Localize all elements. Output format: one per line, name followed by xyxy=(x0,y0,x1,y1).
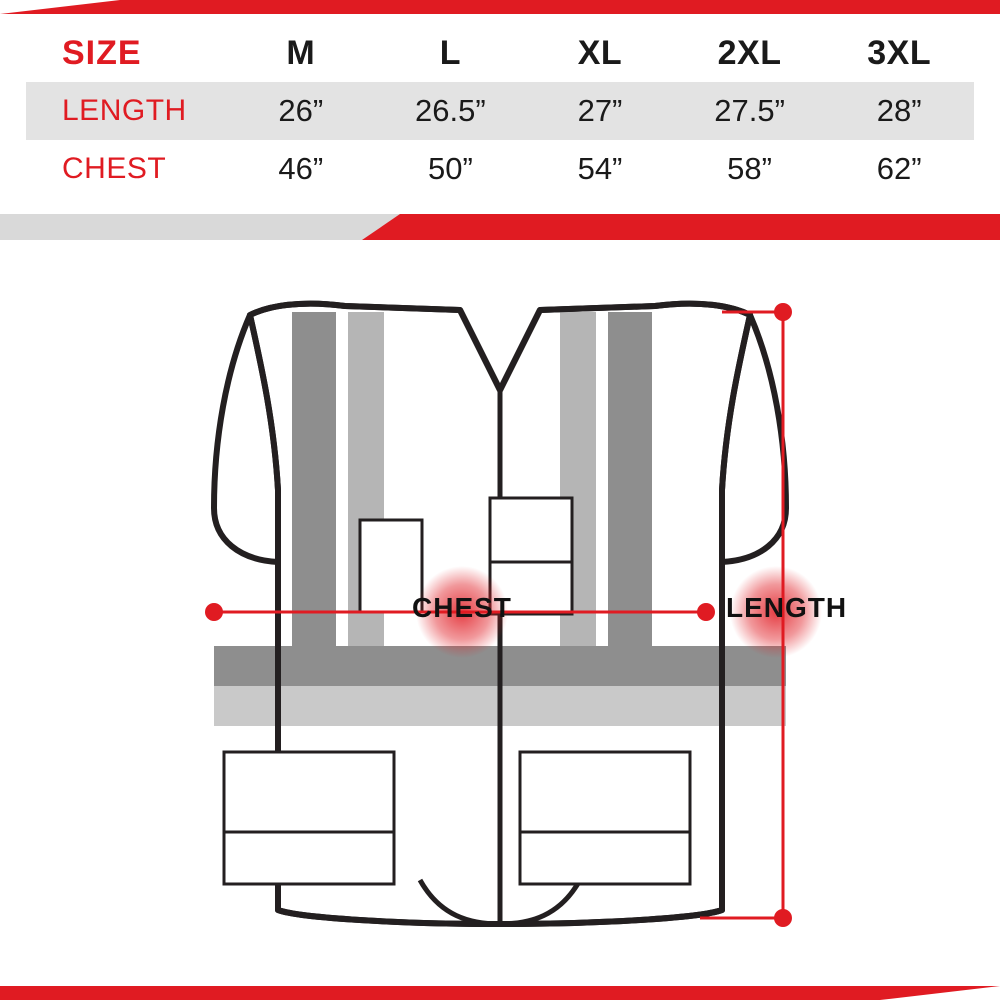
length-l: 26.5” xyxy=(376,82,526,140)
chest-2xl: 58” xyxy=(675,140,825,198)
top-accent-notch xyxy=(0,0,120,14)
top-accent-bar xyxy=(0,0,1000,14)
bottom-accent-notch xyxy=(880,986,1000,1000)
ribbon-red-segment xyxy=(400,214,1000,240)
length-2xl: 27.5” xyxy=(675,82,825,140)
length-m: 26” xyxy=(226,82,376,140)
table-header-row xyxy=(26,24,974,82)
divider-ribbon xyxy=(0,214,1000,240)
length-3xl: 28” xyxy=(824,82,974,140)
header-3xl: 3XL xyxy=(824,24,974,82)
row-label-chest: CHEST xyxy=(26,140,226,198)
header-m: M xyxy=(226,24,376,82)
row-label-length: LENGTH xyxy=(26,82,226,140)
table-row xyxy=(26,82,974,140)
length-xl: 27” xyxy=(525,82,675,140)
size-table-container xyxy=(26,24,974,198)
chest-measurement-label: CHEST xyxy=(412,592,512,623)
header-l: L xyxy=(376,24,526,82)
table-row xyxy=(26,140,974,198)
chest-l: 50” xyxy=(376,140,526,198)
header-size: SIZE xyxy=(26,24,226,82)
chest-3xl: 62” xyxy=(824,140,974,198)
bottom-accent-bar xyxy=(0,986,1000,1000)
chest-m: 46” xyxy=(226,140,376,198)
ribbon-red-head xyxy=(362,214,400,240)
vest-diagram xyxy=(0,240,1000,986)
header-xl: XL xyxy=(525,24,675,82)
length-measurement-label: LENGTH xyxy=(726,592,848,623)
header-2xl: 2XL xyxy=(675,24,825,82)
chest-xl: 54” xyxy=(525,140,675,198)
ribbon-grey-segment xyxy=(0,214,390,240)
size-table xyxy=(26,24,974,198)
